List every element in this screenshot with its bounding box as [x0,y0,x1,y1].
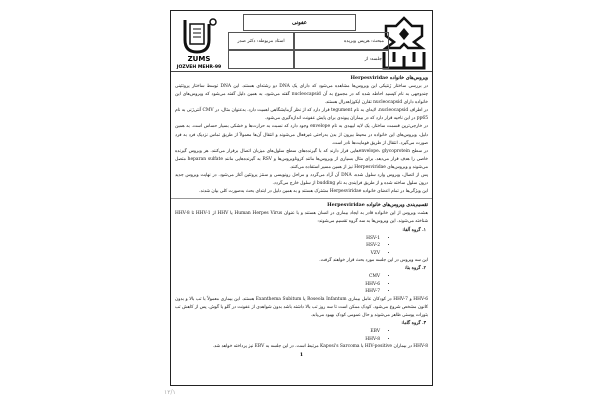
list-item: • HHV-8 [175,336,380,344]
list-item: • EBV [175,328,380,336]
paragraph: HHV-8 در بیماران HIV-positive با Kaposi's Sarcoma مرتبط است. در این جلسه به EBV نیز پرداخته خواهد شد. [212,344,428,350]
paragraph: پس از اتصال، ویروس وارد سلول شده، DNA آن آزاد می‌گردد و مراحل رونویسی و سنتز پروتئین آغاز می‌شود. در نهایت ویروس جدید درون سلول ساخته شده و از طریق فرایندی به نام budding از سلول خارج می‌گردد. [175,173,428,187]
beta-list [175,273,428,296]
paragraph: هشت ویروس از این خانواده قادر به ایجاد بیماری در انسان هستند و با عنوان Human Herpes Virus یا HHV از HHV-1 تا HHV-8 شناخته می‌شوند. این ویروس‌ها به سه گروه تقسیم می‌شوند: [175,211,428,225]
list-item: • CMV [175,273,380,281]
subject-label: مبحث: هرپس ویریده [294,32,389,50]
paragraph: در اطراف nucleocapsid، لایه‌ای به نام tegument قرار دارد که از نظر آزمایشگاهی اهمیت دارد. به‌عنوان مثال، در CMV آنتی‌ژنی به نام pp65 در این ناحیه قرار دارد که در بیماران پیوندی برای پایش عفونت اندازه‌گیری می‌شود. [175,108,428,122]
instructor-label: استاد مربوطه: دکتر صدر [228,32,294,50]
group-label: ۲. گروه بتا: [404,266,426,272]
page-number: 1 [299,352,304,359]
section-divider [171,198,432,199]
svg-text:JOZVEH MEHR-99: JOZVEH MEHR-99 [176,65,222,70]
paragraph: در خارجی‌ترین قسمت ساختار، یک لایه لیپیدی به نام envelope وجود دارد که نسبت به حرارت‌ها و خشکی بسیار حساس است. به همین دلیل، ویروس‌های این خانواده در محیط بیرون از بدن به‌راحتی غیرفعال می‌شوند و انتقال آن‌ها معمولاً از طریق تماس نزدیک فرد به فرد صورت می‌گیرد. انتقال از طریق فومایت‌ها نادر است. [175,124,428,146]
list-item: • HSV-2 [175,242,380,250]
list-item: • VZV [175,250,380,258]
document-page [170,10,433,386]
paragraph: HHV-6 و HHV-7 در کودکان عامل بیماری Roseola Infantum یا Exanthema Subitum هستند. این بیماری معمولاً با تب بالا و بدون کانون مشخص شروع می‌شود. کودک ممکن است تا سه روز تب بالا داشته باشد بدون شواهدی از عفونت در گلو یا گوش. پس از کاهش تب بثورات پوستی ظاهر می‌شوند و حال عمومی کودک بهبود می‌یابد. [175,296,428,318]
alpha-list [175,235,428,258]
gamma-list [175,328,428,343]
empty-cell [228,50,294,69]
paragraph: این ویژگی‌ها در تمام اعضای خانواده Herpesviridae مشترک هستند و به همین دلیل در ابتدای بحث به‌صورت کلی بیان شدند. [199,189,428,195]
svg-text:ZUMS: ZUMS [187,55,211,63]
document-header [171,11,432,72]
section-heading: تقسیم‌بندی ویروس‌های خانواده Herpesviridae [327,202,428,209]
paragraph: در بررسی ساختار ژنتیکی این ویروس‌ها مشاهده می‌شود که دارای یک DNA دو رشته‌ای هستند. این DNA توسط ساختار پروتئینی چندوجهی به نام کپسید احاطه شده که در مجموع به آن nucleocapsid گفته می‌شود، به همین دلیل گفته می‌شود که ویروس‌های این خانواده دارای nucleocapsid تقارن ایکوزاهدرال هستند. [175,84,428,106]
list-item: • HSV-1 [175,235,380,243]
group-label: ۱. گروه آلفا: [402,227,426,233]
group-label: ۳. گروه گاما: [401,321,426,327]
list-item: • HHV-6 [175,281,380,289]
section-heading: ویروس‌های خانواده Herpesviridae [350,75,428,81]
document-body [175,74,428,359]
paragraph: در سطح envelope، glycoprotein‌هایی قرار دارند که با گیرنده‌های سطح سلول‌های میزبان اتصال برقرار می‌کنند. هر ویروس گیرنده خاصی را هدف قرار می‌دهد. برای مثال بسیاری از ویروس‌ها مانند کروناویروس‌ها و RSV به گیرنده‌هایی مانند heparan sulfate متصل می‌شوند و ویروس‌های Herpesviridae نیز از همین مسیر استفاده می‌کنند. [175,148,429,170]
list-item: • HHV-7 [175,288,380,296]
zums-logo-icon [173,14,225,70]
footer-page-count: ۱۲/۱ [164,389,176,396]
session-label: جلسه: از [294,50,389,69]
paragraph: این سه ویروس در این جلسه مورد بحث قرار خواهند گرفت. [319,258,428,264]
document-title: عفونی [243,14,356,31]
